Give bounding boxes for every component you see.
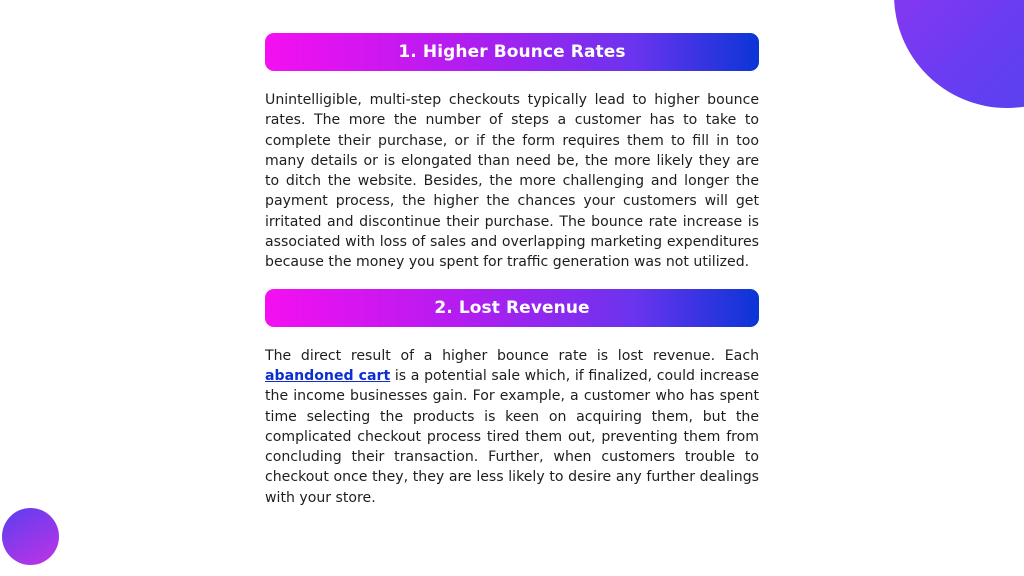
section-heading-bounce-rates: 1. Higher Bounce Rates xyxy=(265,33,759,71)
article-content xyxy=(265,33,759,508)
section-body-lost-revenue xyxy=(265,346,759,508)
body-text-before-link: The direct result of a higher bounce rate is lost revenue. Each xyxy=(265,347,759,364)
section-heading-lost-revenue: 2. Lost Revenue xyxy=(265,289,759,327)
body-text-after-link: is a potential sale which, if finalized, could increase the income businesses gain. For example, a customer who has spent time selecting the products is keen on acquiring them, but the complicated checkout process tired them out, preventing them from concluding their transaction. Further, when customers trouble to checkout once they, they are less likely to desire any further dealings with your store. xyxy=(265,367,759,506)
decorative-circle-bottom-left xyxy=(2,508,59,565)
abandoned-cart-link[interactable]: abandoned cart xyxy=(265,367,391,384)
section-body-bounce-rates: Unintelligible, multi-step checkouts typically lead to higher bounce rates. The more the number of steps a customer has to take to complete their purchase, or if the form requires them to fill in too many details or is elongated than need be, the more likely they are to ditch the website. Besides, the more challenging and longer the payment process, the higher the chances your customers will get irritated and discontinue their purchase. The bounce rate increase is associated with loss of sales and overlapping marketing expenditures because the money you spent for traffic generation was not utilized. xyxy=(265,92,759,271)
decorative-circle-top-right xyxy=(894,0,1024,108)
